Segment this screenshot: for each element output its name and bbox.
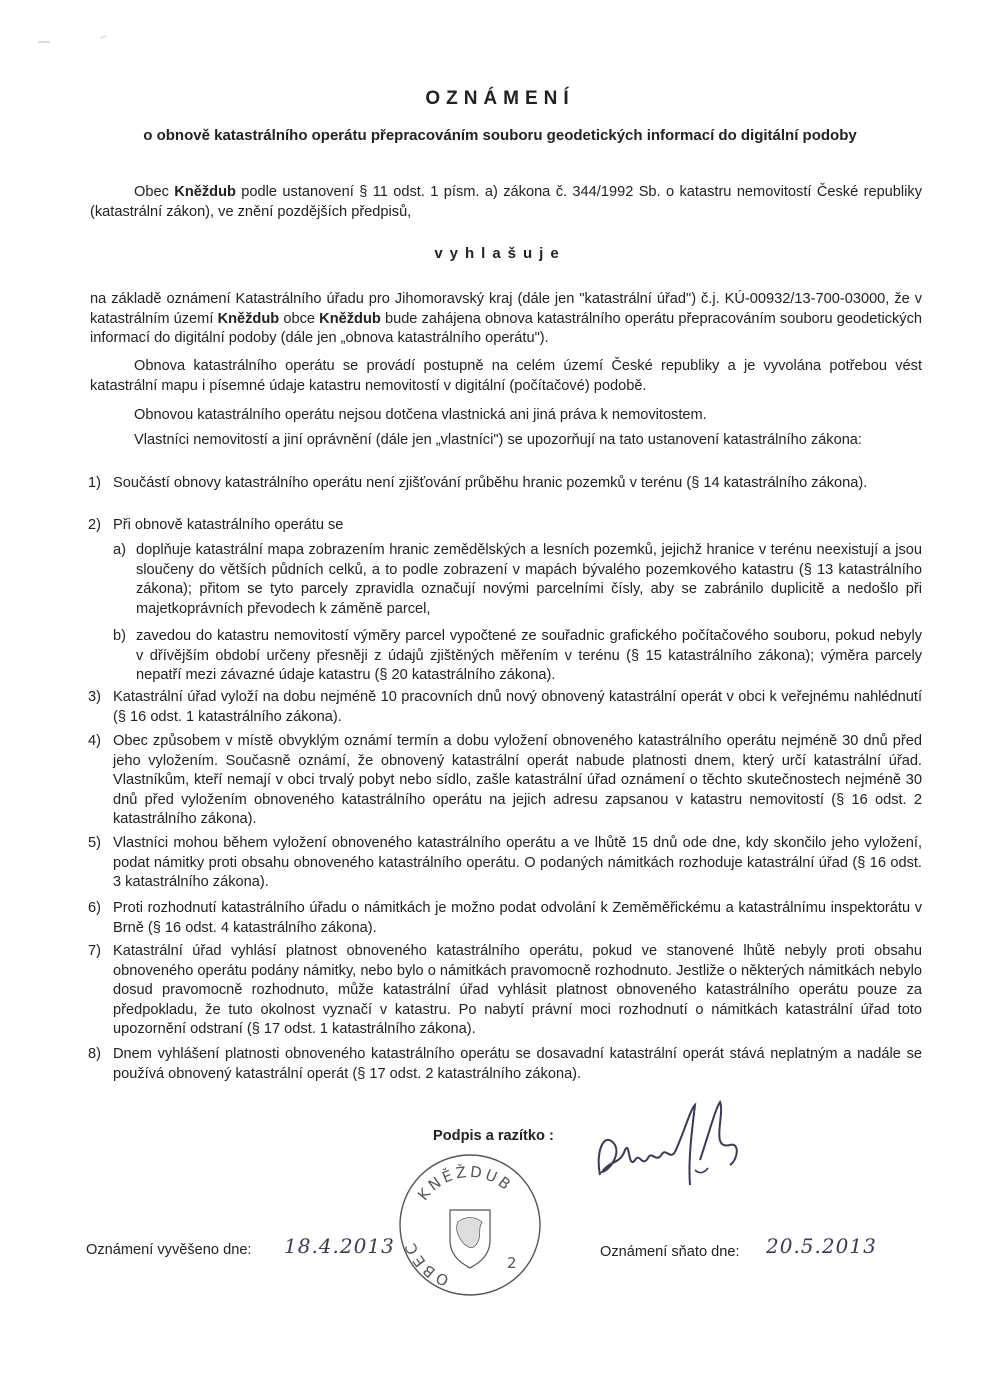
sub-list-item: zavedou do katastru nemovitostí výměry parcel vypočtené ze souřadnic grafického počítačového souboru, pokud nebyly v dřívějším období určeny přesněji z údajů zjištěných měřením v terénu (§ 15 katastrálního zákona); výměra parcely nepatří mezi závazné údaje katastru (§ 20 katastrálního zákona). (136, 628, 922, 683)
handwritten-signature (580, 1090, 750, 1220)
item-number: 2) (88, 517, 101, 533)
item-number: 1) (88, 475, 101, 491)
item-number: 3) (88, 689, 101, 705)
item-number: 6) (88, 900, 101, 916)
owners-paragraph: Vlastníci nemovitostí a jiní oprávnění (dále jen „vlastníci") se upozorňují na tato ustanovení katastrálního zákona: (134, 432, 862, 448)
list-item: Dnem vyhlášení platnosti obnoveného katastrálního operátu se dosavadní katastrální operát stává neplatným a nadále se používá obnovený katastrální operát (§ 17 odst. 2 katastrálního zákona). (113, 1046, 922, 1082)
item-number: 8) (88, 1046, 101, 1062)
list-item: Katastrální úřad vyhlásí platnost obnoveného katastrálního operátu, pokud ve stanovené lhůtě nebyly proti obsahu obnoveného operátu podány námitky, nebo bylo o námitkách pravomocně rozhodnuto. Jestliže o některých námitkách nebylo dosud pravomocně rozhodnuto, může katastrální úřad vyhlásit platnost obnoveného katastrálního operátu pouze za předpokladu, že tuto okolnost vyznačí v katastru. Po nabytí právní moci rozhodnutí o námitkách katastrální úřad toto upozornění odstraní (§ 17 odst. 1 katastrálního zákona). (113, 943, 922, 1037)
stamp-text-left: OBEC (400, 1237, 452, 1290)
list-item: Při obnově katastrálního operátu se (113, 517, 344, 533)
signature-label: Podpis a razítko : (433, 1128, 554, 1144)
document-subtitle: o obnově katastrálního operátu přepracováním souboru geodetických informací do digitální podoby (143, 127, 857, 144)
list-item: Proti rozhodnutí katastrálního úřadu o námitkách je možno podat odvolání k Zeměměřickému a katastrálnímu inspektorátu v Brně (§ 16 odst. 4 katastrálního zákona). (113, 900, 922, 936)
subitem-label: a) (113, 542, 126, 558)
list-item: Vlastníci mohou během vyložení obnoveného katastrálního operátu a ve lhůtě 15 dnů ode dne, kdy skončilo jeho vyložení, podat námitky proti obsahu obnoveného katastrálního operátu. O podaných námitkách rozhoduje katastrální úřad (§ 16 odst. 3 katastrálního zákona). (113, 835, 922, 890)
subitem-label: b) (113, 628, 126, 644)
stamp-number: 2 (507, 1254, 517, 1272)
sub-list-item: doplňuje katastrální mapa zobrazením hranic zemědělských a lesních pozemků, jejichž hranice v terénu neexistují a jsou sloučeny do větších půdních celků, a to podle zobrazení v mapách bývalého pozemkového katastru (§ 13 katastrálního zákona); přitom se tyto parcely zpravidla označují novými parcelními čísly, aby se zabránilo duplicitě a nedošlo při majetkoprávních převodech k záměně parcel, (136, 542, 922, 617)
stamp-text-top: KNĚŽDUB (414, 1162, 517, 1204)
item-number: 7) (88, 943, 101, 959)
declaration-heading: vyhlašuje (434, 245, 566, 262)
removed-label: Oznámení sňato dne: (600, 1244, 740, 1260)
removed-date: 20.5.2013 (766, 1234, 877, 1258)
coat-of-arms-icon (450, 1210, 490, 1268)
posted-label: Oznámení vyvěšeno dne: (86, 1242, 252, 1258)
intro-paragraph: Obec Kněždub podle ustanovení § 11 odst. 1 písm. a) zákona č. 344/1992 Sb. o katastru nemovitostí České republiky (katastrální zákon), ve znění pozdějších předpisů, (90, 184, 922, 220)
list-item: Katastrální úřad vyloží na dobu nejméně 10 pracovních dnů nový obnovený katastrální operát v obci k veřejnému nahlédnutí (§ 16 odst. 1 katastrálního zákona). (113, 689, 922, 725)
list-item: Součástí obnovy katastrálního operátu není zjišťování průběhu hranic pozemků v terénu (§ 14 katastrálního zákona). (113, 475, 868, 491)
document-title: OZNÁMENÍ (425, 88, 575, 109)
basis-paragraph: na základě oznámení Katastrálního úřadu pro Jihomoravský kraj (dále jen "katastrální úřad") č.j. KÚ-00932/13-700-03000, že v katastrálním území Kněždub obce Kněždub bude zahájena obnova katastrálního operátu přepracováním souboru geodetických informací do digitální podoby (dále jen „obnova katastrálního operátu"). (90, 291, 922, 346)
svg-text:OBEC (400, 1238, 451, 1290)
item-number: 4) (88, 733, 101, 749)
scan-mark (30, 30, 120, 50)
renewal-paragraph: Obnova katastrálního operátu se provádí postupně na celém území České republiky a je vyvolána potřebou vést katastrální mapu i písemné údaje katastru nemovitostí v digitální (počítačové) podobě. (90, 358, 922, 394)
item-number: 5) (88, 835, 101, 851)
rights-paragraph: Obnovou katastrálního operátu nejsou dotčena vlastnická ani jiná práva k nemovitostem. (134, 407, 707, 423)
municipal-stamp (395, 1150, 545, 1300)
municipality-name: Kněždub (174, 184, 236, 200)
posted-date: 18.4.2013 (284, 1234, 395, 1258)
list-item: Obec způsobem v místě obvyklým oznámí termín a dobu vyložení obnoveného katastrálního operátu nejméně 30 dnů před jeho vyložením. Současně oznámí, že obnovený katastrální operát nabude platnosti dnem, který určí katastrální úřad. Vlastníkům, kteří nemají v obci trvalý pobyt nebo sídlo, zašle katastrální úřad oznámení o těchto skutečnostech nejméně 30 dnů před vyložením obnoveného katastrálního operátu na jejich adresu zapsanou v katastru nemovitostí (§ 16 odst. 2 katastrálního zákona). (113, 733, 922, 827)
